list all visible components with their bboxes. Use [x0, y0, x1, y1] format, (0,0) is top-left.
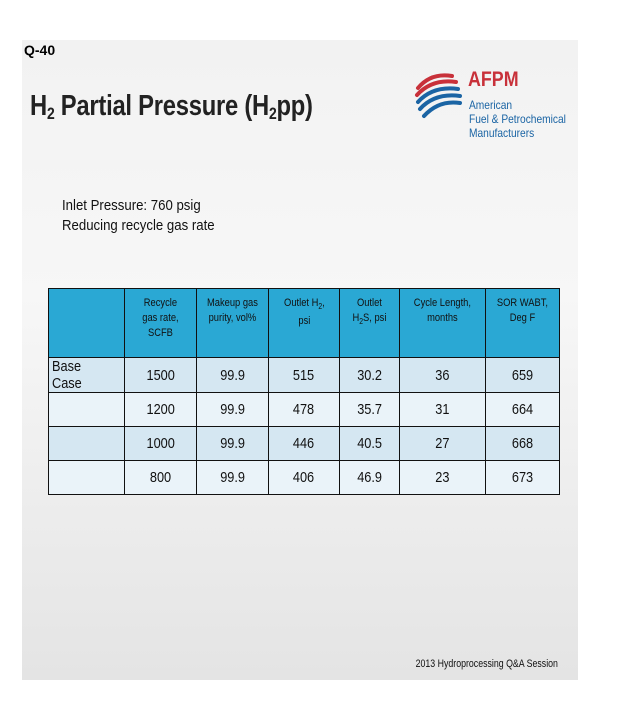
header-outlet-h2: Outlet $H_2$, psi [268, 289, 340, 358]
cell-cycle-length: 36 [400, 358, 486, 393]
slide-title [30, 90, 313, 124]
results-table [48, 288, 560, 495]
cell-cycle-length: 23 [400, 461, 486, 495]
table-header-row [49, 289, 560, 358]
header-case [49, 289, 125, 358]
cell-recycle: 1500 [124, 358, 196, 393]
header-recycle-gas-rate: Recycle gas rate, SCFB [124, 289, 196, 358]
table-row [49, 461, 560, 495]
flag-swoosh-icon [414, 70, 464, 120]
cell-outlet-h2s: 35.7 [340, 393, 400, 427]
question-number: Q-40 [24, 42, 56, 58]
cell-recycle: 1200 [124, 393, 196, 427]
cell-sor-wabt: 664 [486, 393, 560, 427]
condition-recycle-gas: Reducing recycle gas rate [62, 217, 215, 234]
table-row [49, 358, 560, 393]
cell-outlet-h2s: 46.9 [340, 461, 400, 495]
cell-purity: 99.9 [196, 427, 268, 461]
condition-inlet-pressure: Inlet Pressure: 760 psig [62, 197, 201, 214]
logo-subtitle [469, 98, 566, 140]
table-row [49, 427, 560, 461]
cell-outlet-h2: 446 [268, 427, 340, 461]
cell-recycle: 1000 [124, 427, 196, 461]
conditions-text [62, 196, 215, 236]
title-subscript-1: 2 [46, 104, 55, 123]
title-middle: Partial Pressure (H [54, 90, 269, 122]
logo-brand: AFPM [468, 68, 519, 91]
cell-outlet-h2s: 30.2 [340, 358, 400, 393]
cell-outlet-h2: 478 [268, 393, 340, 427]
logo-line-3: Manufacturers [469, 126, 535, 140]
afpm-logo [414, 64, 574, 160]
header-sor-wabt: SOR WABT, Deg F [486, 289, 560, 358]
cell-case: Base Case [49, 358, 125, 393]
cell-purity: 99.9 [196, 358, 268, 393]
slide [22, 40, 578, 680]
cell-outlet-h2: 515 [268, 358, 340, 393]
cell-case [49, 461, 125, 495]
title-suffix: pp) [276, 90, 313, 122]
table-row [49, 393, 560, 427]
cell-purity: 99.9 [196, 393, 268, 427]
header-cycle-length: Cycle Length, months [400, 289, 486, 358]
cell-cycle-length: 27 [400, 427, 486, 461]
header-makeup-gas-purity: Makeup gas purity, vol% [196, 289, 268, 358]
cell-sor-wabt: 659 [486, 358, 560, 393]
cell-case [49, 393, 125, 427]
footer-text: 2013 Hydroprocessing Q&A Session [415, 658, 558, 670]
cell-outlet-h2: 406 [268, 461, 340, 495]
cell-cycle-length: 31 [400, 393, 486, 427]
title-h: H [30, 90, 47, 122]
cell-recycle: 800 [124, 461, 196, 495]
cell-outlet-h2s: 40.5 [340, 427, 400, 461]
header-outlet-h2s: Outlet $H_2S$, psi [340, 289, 400, 358]
cell-sor-wabt: 668 [486, 427, 560, 461]
title-subscript-2: 2 [268, 104, 277, 123]
cell-case [49, 427, 125, 461]
cell-sor-wabt: 673 [486, 461, 560, 495]
logo-line-2: Fuel & Petrochemical [469, 112, 566, 126]
logo-line-1: American [469, 98, 513, 112]
cell-purity: 99.9 [196, 461, 268, 495]
